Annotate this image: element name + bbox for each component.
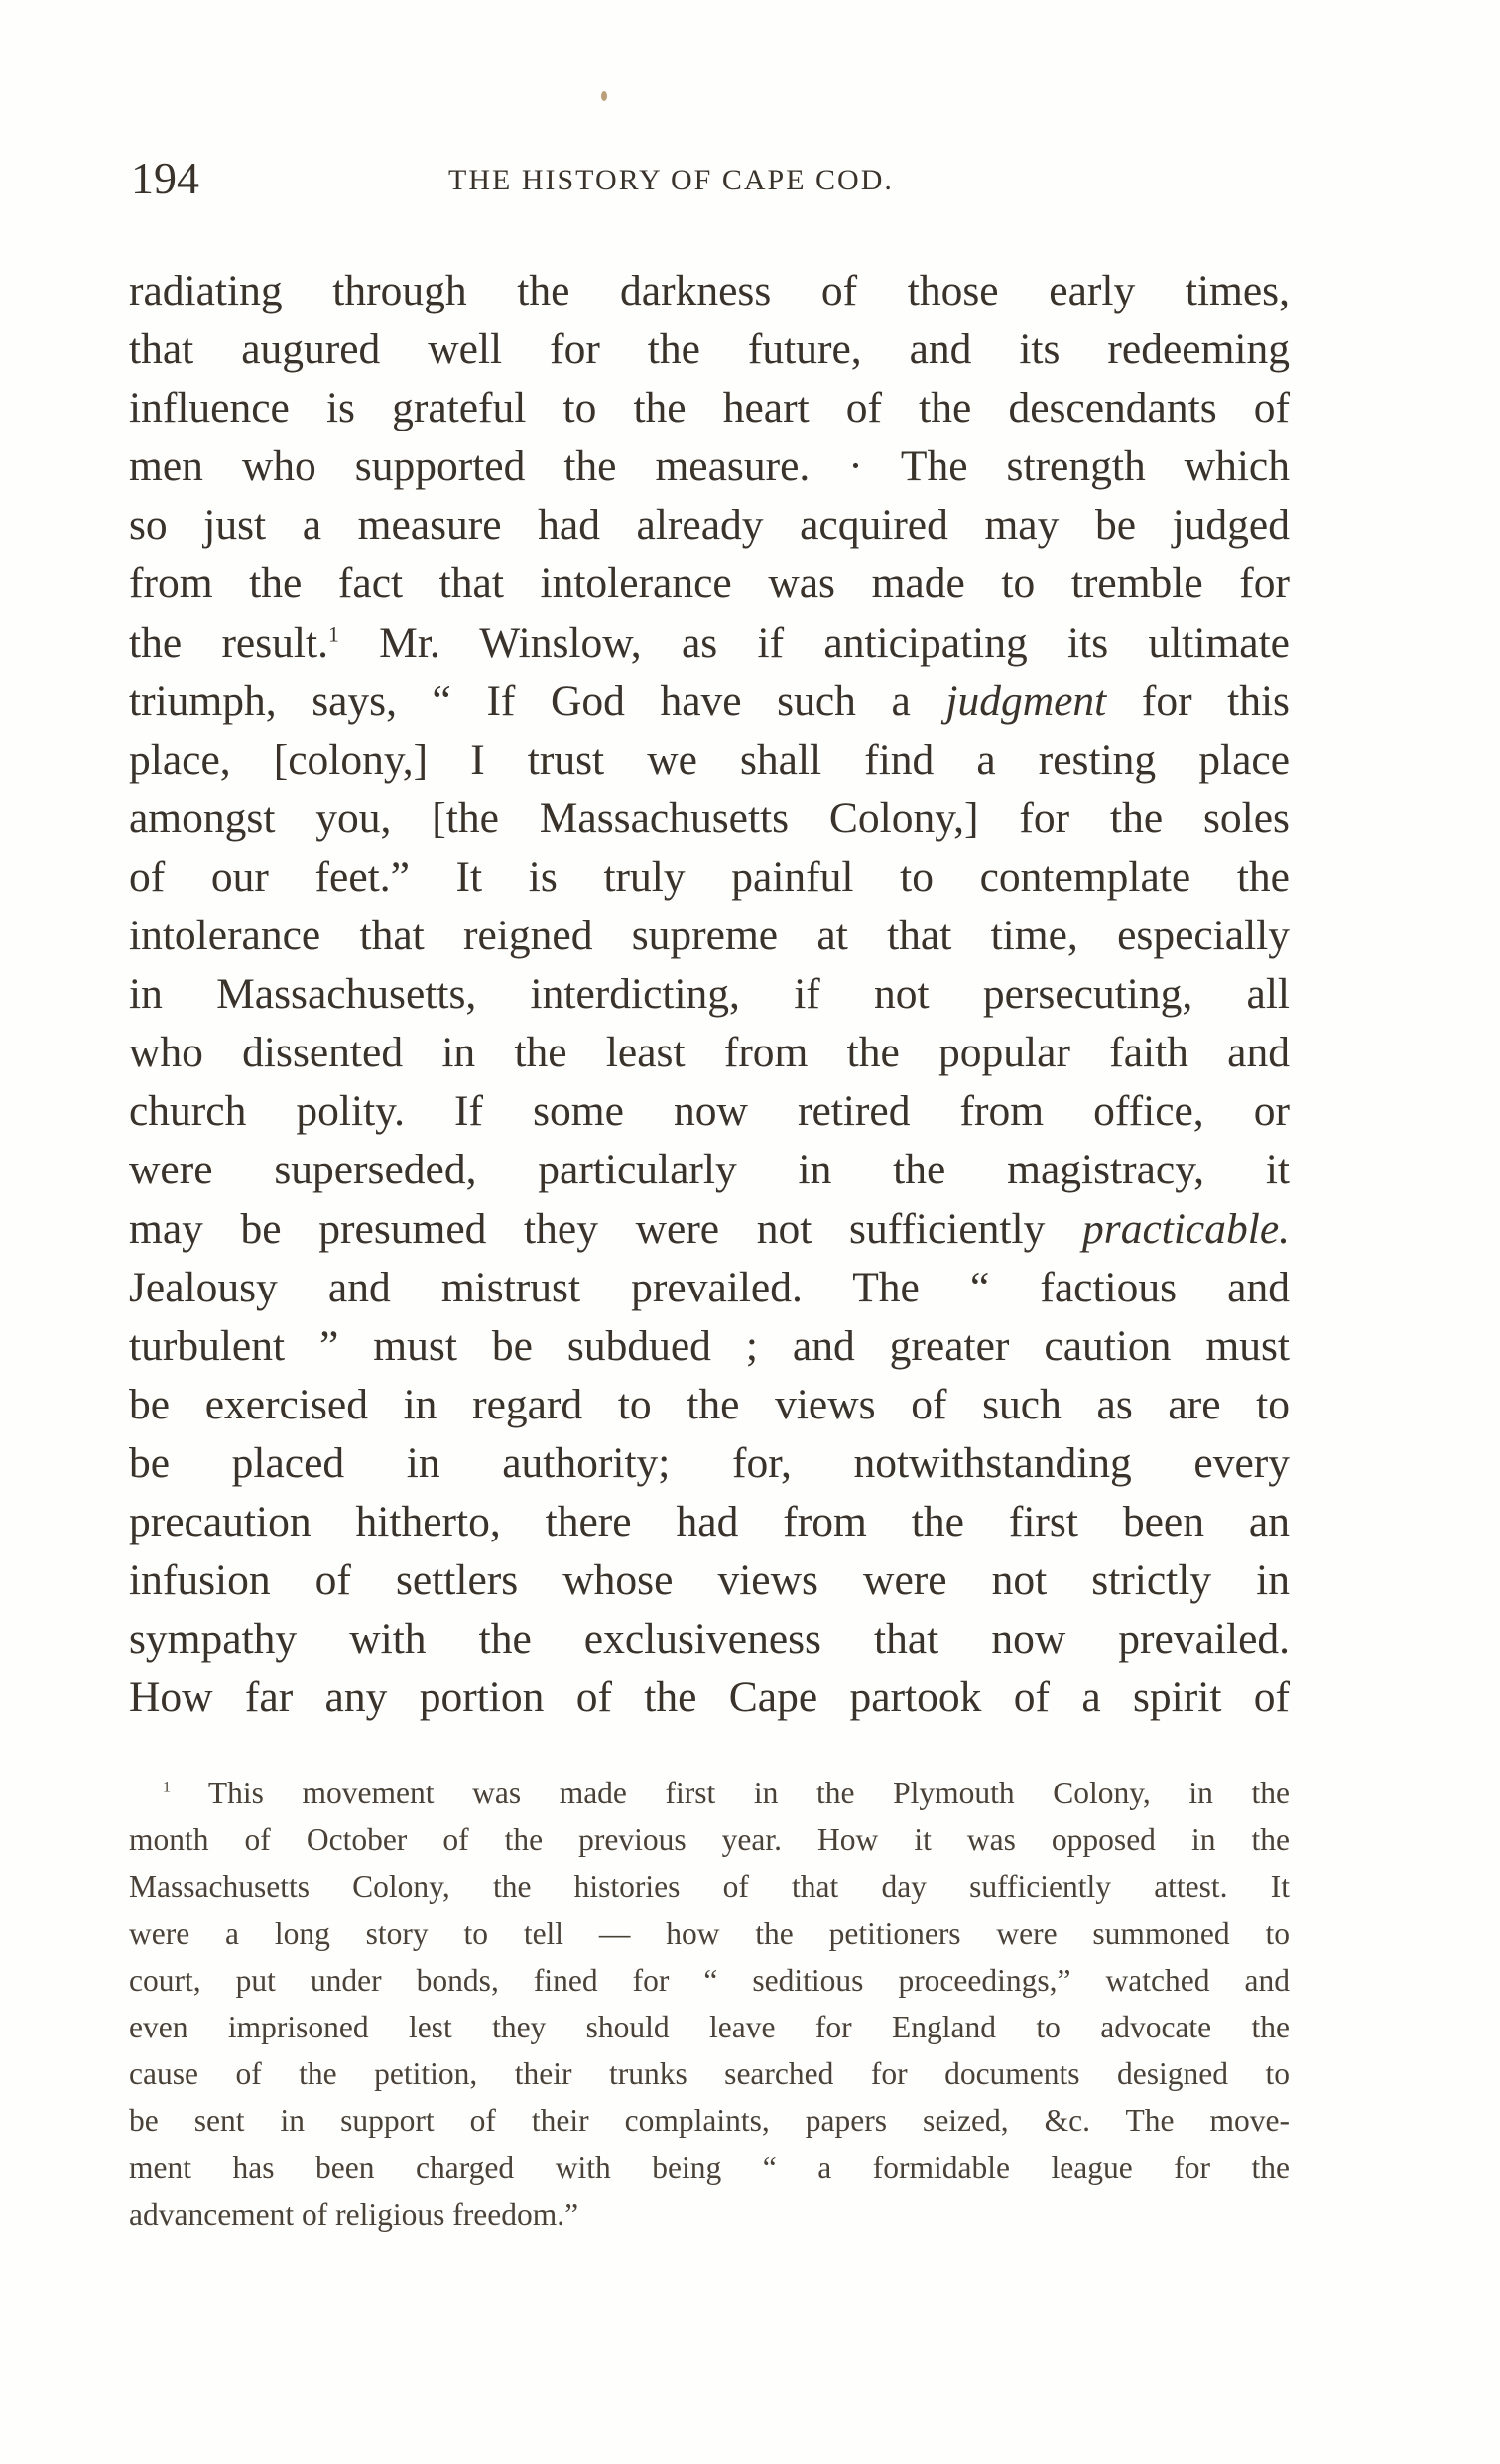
footnote-line: month of October of the previous year. How it was opposed in the: [129, 1822, 1290, 1858]
body-line: church polity. If some now retired from office, or: [129, 1087, 1290, 1136]
body-line: sympathy with the exclusiveness that now prevailed.: [129, 1615, 1290, 1663]
body-line: be placed in authority; for, notwithstanding every: [129, 1438, 1290, 1487]
body-line: were superseded, particularly in the magistracy, it: [129, 1146, 1290, 1194]
body-line: amongst you, [the Massachusetts Colony,] for the soles: [129, 794, 1290, 842]
footnote-line: were a long story to tell — how the petitioners were summoned to: [129, 1915, 1290, 1951]
running-head: THE HISTORY OF CAPE COD.: [448, 164, 894, 196]
body-line: in Massachusetts, interdicting, if not persecuting, all: [129, 970, 1290, 1019]
body-line: radiating through the darkness of those early times,: [129, 267, 1290, 314]
footnote-line-text: This movement was made first in the Plymouth Colony, in the: [170, 1776, 1290, 1810]
body-line: so just a measure had already acquired may be judged: [129, 501, 1290, 550]
ink-speck: [601, 91, 607, 101]
footnote-reference: 1: [327, 622, 339, 647]
footnote-line: cause of the petition, their trunks searched for documents designed to: [129, 2056, 1290, 2092]
body-line-text: Mr. Winslow, as if anticipating its ultimate: [338, 618, 1290, 667]
body-line: be exercised in regard to the views of such as are to: [129, 1380, 1290, 1428]
body-line: [129, 673, 1290, 731]
body-line: place, [colony,] I trust we shall find a resting place: [129, 735, 1290, 784]
body-line-text: triumph, says, “ If God have such a: [129, 677, 946, 725]
body-line: infusion of settlers whose views were not strictly in: [129, 1556, 1290, 1605]
body-line: who dissented in the least from the popular faith and: [129, 1029, 1290, 1077]
body-line-text: may be presumed they were not sufficiently: [129, 1204, 1083, 1253]
page-number: 194: [131, 153, 199, 203]
body-line: How far any portion of the Cape partook of a spirit of: [129, 1673, 1290, 1722]
body-line: [129, 614, 1290, 673]
body-line: influence is grateful to the heart of the descendants of: [129, 384, 1290, 432]
body-line-text: for this: [1106, 677, 1290, 725]
footnote-line: advancement of religious freedom.”: [129, 2196, 579, 2232]
italic-word: practicable.: [1082, 1204, 1290, 1253]
body-line: turbulent ” must be subdued ; and greater caution must: [129, 1321, 1290, 1370]
body-line: intolerance that reigned supreme at that time, especially: [129, 912, 1290, 960]
footnote-marker: 1: [163, 1779, 171, 1796]
body-line: that augured well for the future, and its redeeming: [129, 325, 1290, 374]
footnote-line: be sent in support of their complaints, papers seized, &c. The move-: [129, 2103, 1290, 2139]
footnote-line: court, put under bonds, fined for “ seditious proceedings,” watched and: [129, 1962, 1290, 1998]
body-text: [129, 262, 1290, 1727]
body-line: Jealousy and mistrust prevailed. The “ factious and: [129, 1263, 1290, 1311]
footnote-line: ment has been charged with being “ a formidable league for the: [129, 2150, 1290, 2185]
footnote-line: even imprisoned lest they should leave for England to advocate the: [129, 2009, 1290, 2044]
body-line: of our feet.” It is truly painful to contemplate the: [129, 852, 1290, 901]
footnote: [129, 1770, 1290, 2238]
body-line: from the fact that intolerance was made to tremble for: [129, 559, 1290, 608]
page-header: [131, 151, 1288, 210]
body-line: [129, 1200, 1290, 1259]
body-line-text: the result.: [129, 618, 328, 667]
footnote-line: [129, 1770, 1290, 1816]
body-line: precaution hitherto, there had from the first been an: [129, 1497, 1290, 1545]
footnote-line: Massachusetts Colony, the histories of that day sufficiently attest. It: [129, 1869, 1290, 1905]
italic-word: judgment: [945, 677, 1107, 725]
body-line: men who supported the measure. · The strength which: [129, 442, 1290, 491]
